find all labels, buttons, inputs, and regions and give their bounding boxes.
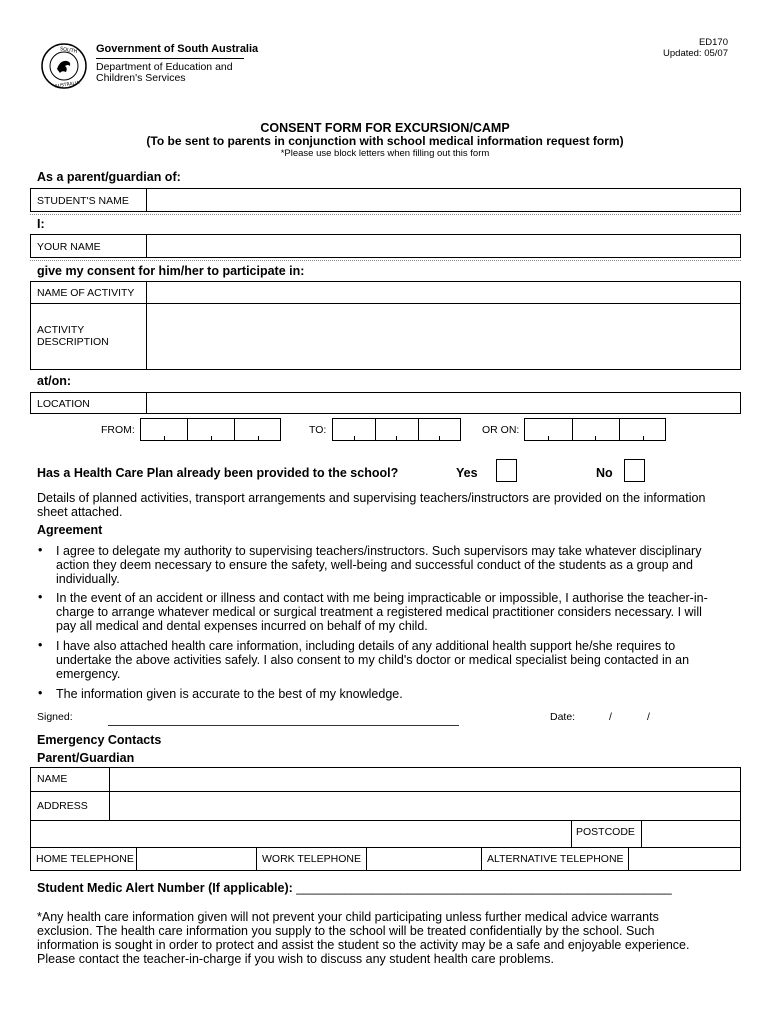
footer-line1: *Any health care information given will not prevent your child participating unless further medical advice warrants	[37, 910, 659, 924]
dotted-separator	[30, 260, 741, 261]
no-label: No	[596, 466, 613, 480]
header-rule	[96, 58, 244, 59]
bullet-4-line1: The information given is accurate to the best of my knowledge.	[56, 687, 403, 701]
health-care-plan-question: Has a Health Care Plan already been provided to the school?	[37, 466, 399, 480]
medic-alert-label: Student Medic Alert Number (If applicable):	[37, 881, 297, 895]
to-date-field[interactable]	[332, 418, 461, 441]
address-input[interactable]	[110, 791, 740, 819]
date-separator: /	[609, 711, 612, 723]
bullet-dot: •	[38, 590, 43, 604]
your-name-input[interactable]	[147, 235, 740, 257]
bullet-dot: •	[38, 638, 43, 652]
work-telephone-input[interactable]	[366, 847, 480, 870]
bullet-1-line1: I agree to delegate my authority to supervising teachers/instructors. Such supervisors may take whatever disciplinary	[56, 544, 702, 558]
activity-name-label: NAME OF ACTIVITY	[37, 287, 135, 299]
home-telephone-input[interactable]	[136, 847, 255, 870]
updated-date: Updated: 05/07	[663, 48, 728, 59]
medic-alert-field[interactable]	[37, 881, 672, 895]
bullet-2-line2: charge to arrange whatever medical or surgical treatment a registered medical practitioner considers necessary. I will	[56, 605, 702, 619]
address-label: ADDRESS	[37, 800, 88, 812]
form-subtitle: (To be sent to parents in conjunction with school medical information request form)	[146, 134, 624, 148]
activity-name-input[interactable]	[147, 282, 740, 302]
activity-description-label-line2: DESCRIPTION	[37, 336, 109, 348]
contact-name-input[interactable]	[110, 768, 740, 790]
address-line2-input[interactable]	[31, 820, 570, 846]
bullet-2-line3: pay all medical and dental expenses incurred on behalf of my child.	[56, 619, 428, 633]
location-label: LOCATION	[37, 398, 90, 410]
department-line1: Department of Education and	[96, 61, 233, 73]
date-separator: /	[647, 711, 650, 723]
block-letters-note: *Please use block letters when filling out this form	[280, 148, 490, 159]
government-name: Government of South Australia	[96, 43, 259, 55]
activity-description-input[interactable]	[147, 304, 740, 369]
emergency-contacts-heading: Emergency Contacts	[37, 733, 162, 747]
logo-text-top: SOUTH	[59, 46, 78, 56]
bullet-3-line2: undertake the above activities safely. I also consent to my child's doctor or medical specialist being contacted in an	[56, 653, 690, 667]
your-name-label: YOUR NAME	[37, 241, 101, 253]
yes-label: Yes	[456, 466, 478, 480]
alternative-telephone-label: ALTERNATIVE TELEPHONE	[487, 853, 624, 865]
work-telephone-label: WORK TELEPHONE	[262, 853, 361, 865]
to-label: TO:	[309, 424, 327, 436]
footer-line4: Please contact the teacher-in-charge if you wish to discuss any student health care problems.	[37, 952, 554, 966]
or-on-label: OR ON:	[482, 424, 520, 436]
medic-alert-blank[interactable]: ______________________________________________________	[296, 881, 672, 895]
bullet-1-line3: individually.	[56, 572, 120, 586]
bullet-dot: •	[38, 543, 43, 557]
government-logo	[40, 42, 88, 90]
logo-text-bottom: AUSTRALIA	[54, 81, 80, 90]
location-input[interactable]	[147, 393, 740, 413]
consent-heading: give my consent for him/her to participate in:	[37, 264, 305, 278]
footer-line2: exclusion. The health care information you supply to the school will be treated confidentially by the school. Such	[37, 924, 655, 938]
at-on-heading: at/on:	[37, 374, 72, 388]
bullet-dot: •	[38, 686, 43, 700]
contact-name-label: NAME	[37, 773, 68, 785]
document-code: ED170	[698, 37, 728, 48]
signed-label: Signed:	[37, 711, 73, 723]
or-on-date-field[interactable]	[524, 418, 666, 441]
alternative-telephone-input[interactable]	[628, 847, 740, 870]
footer-line3: information is sought in order to protect and assist the student so the activity may be a safe and enjoyable experience.	[37, 938, 690, 952]
yes-checkbox[interactable]	[496, 459, 517, 482]
agreement-heading: Agreement	[37, 523, 103, 537]
i-heading: I:	[37, 217, 45, 231]
bullet-3-line1: I have also attached health care information, including details of any additional health support he/she requires to	[56, 639, 676, 653]
parent-guardian-subheading: Parent/Guardian	[37, 751, 135, 765]
postcode-label: POSTCODE	[576, 826, 635, 838]
date-label: Date:	[550, 711, 576, 723]
bullet-3-line3: emergency.	[56, 667, 121, 681]
student-name-label: STUDENT'S NAME	[37, 195, 129, 207]
activity-description-label-line1: ACTIVITY	[37, 324, 85, 336]
from-label: FROM:	[101, 424, 135, 436]
postcode-input[interactable]	[641, 820, 740, 846]
dotted-separator	[30, 214, 741, 215]
student-name-input[interactable]	[147, 189, 740, 211]
parent-guardian-heading: As a parent/guardian of:	[37, 170, 181, 184]
signature-line[interactable]	[108, 725, 459, 726]
bullet-2-line1: In the event of an accident or illness and contact with me being impracticable or impossible, I authorise the teacher-in-	[56, 591, 708, 605]
form-title: CONSENT FORM FOR EXCURSION/CAMP	[260, 121, 510, 135]
department-line2: Children's Services	[96, 72, 186, 84]
no-checkbox[interactable]	[624, 459, 645, 482]
details-line1: Details of planned activities, transport arrangements and supervising teachers/instructors are provided on the information	[37, 491, 706, 505]
bullet-1-line2: action they deem necessary to ensure the safety, well-being and successful conduct of the students as a group and	[56, 558, 693, 572]
details-line2: sheet attached.	[37, 505, 123, 519]
activity-description-label	[37, 324, 109, 348]
from-date-field[interactable]	[140, 418, 281, 441]
home-telephone-label: HOME TELEPHONE	[36, 853, 134, 865]
